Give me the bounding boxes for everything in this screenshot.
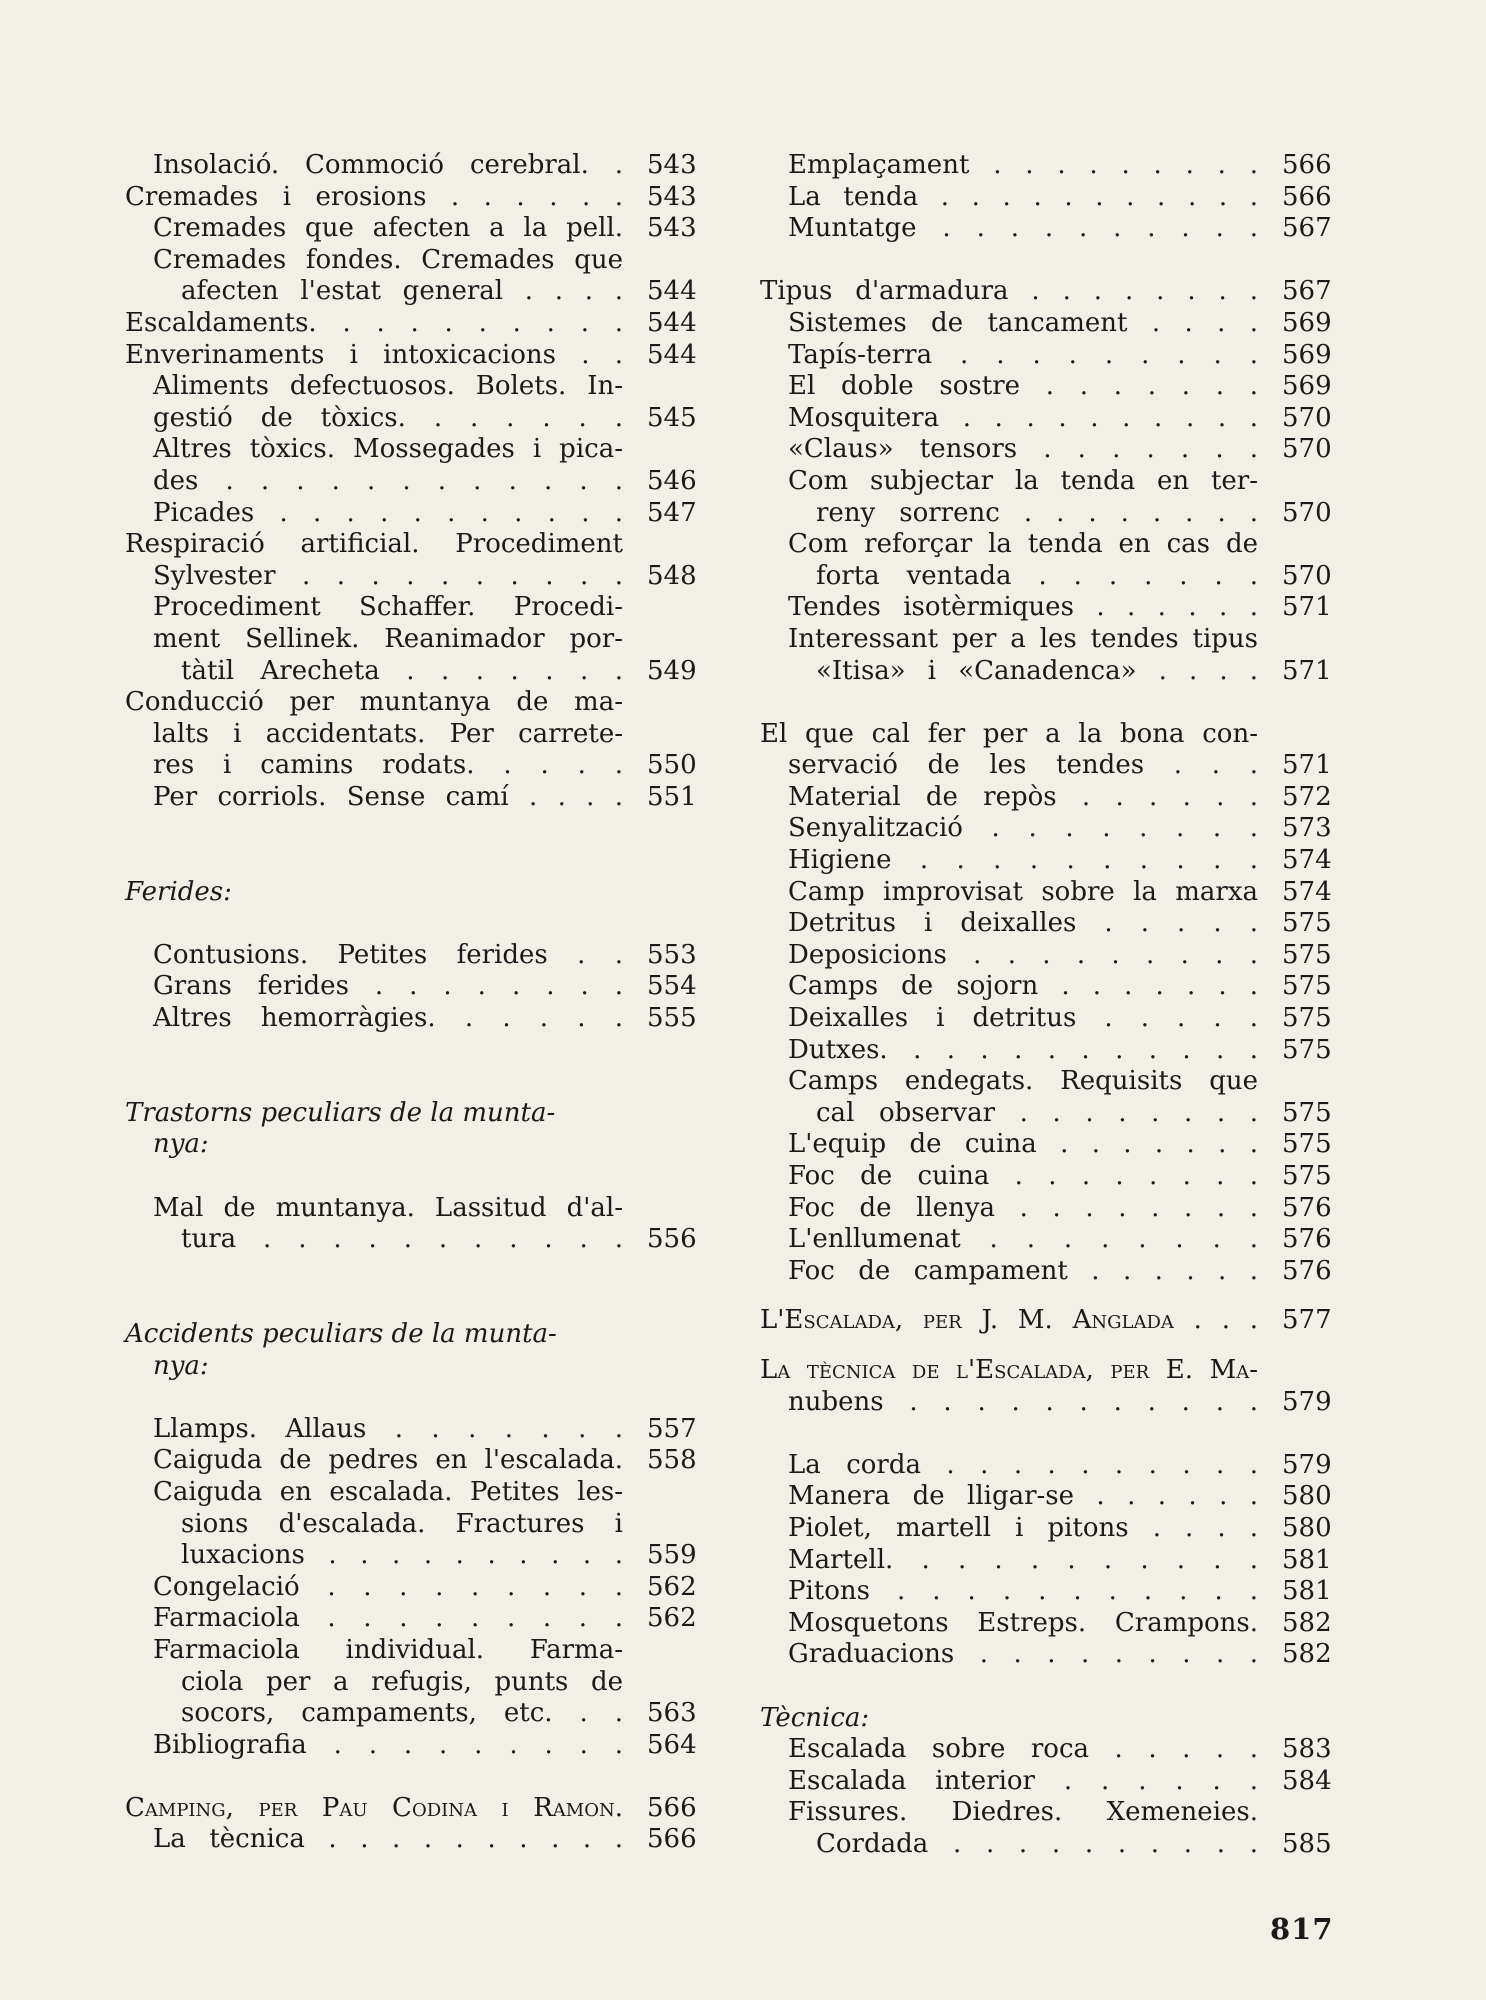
- entry-page-number: 584: [1282, 1765, 1332, 1796]
- entry-page-number: 582: [1282, 1607, 1332, 1638]
- index-entry: [760, 1003, 1332, 1035]
- index-entry: [760, 497, 1332, 530]
- spacer: [125, 1066, 693, 1098]
- entry-page-number: 570: [1282, 497, 1332, 528]
- index-entry: [760, 1576, 1332, 1608]
- index-entry: [760, 655, 1332, 688]
- entry-text: Com subjectar la tenda en ter-: [788, 465, 1258, 496]
- entry-text: Foc de llenya . . . . . . . .: [788, 1192, 1258, 1223]
- entry-text: Tapís-terra . . . . . . . . .: [788, 339, 1258, 370]
- entry-text: nya:: [153, 1350, 209, 1381]
- entry-page-number: 566: [1282, 181, 1332, 212]
- entry-page-number: 569: [1282, 307, 1332, 338]
- entry-page-number: 574: [1282, 845, 1332, 876]
- entry-text: Escaldaments. . . . . . . . . .: [125, 307, 623, 338]
- entry-page-number: 571: [1282, 655, 1332, 686]
- entry-text: ment Sellinek. Reanimador por-: [153, 623, 623, 654]
- entry-page-number: 563: [647, 1698, 697, 1729]
- index-entry-line: [125, 1319, 693, 1351]
- entry-page-number: 543: [647, 181, 697, 212]
- entry-text: Manera de lligar-se . . . . . .: [788, 1481, 1258, 1512]
- index-entry-line: [760, 1703, 1328, 1735]
- index-entry-line: [760, 719, 1328, 751]
- entry-text: luxacions . . . . . . . . . .: [181, 1540, 623, 1571]
- entry-text: Camps endegats. Requisits que: [788, 1066, 1258, 1097]
- entry-text: Higiene . . . . . . . . . .: [788, 845, 1258, 876]
- index-entry-line: [125, 1509, 693, 1541]
- index-entry: [760, 876, 1332, 909]
- entry-text: Mosquitera . . . . . . . . . .: [788, 402, 1258, 433]
- entry-text: Cordada . . . . . . . . . .: [816, 1828, 1258, 1859]
- entry-text: Deixalles i detritus . . . . .: [788, 1003, 1258, 1034]
- index-entry: [760, 750, 1332, 782]
- entry-text: Altres tòxics. Mossegades i pica-: [153, 434, 623, 465]
- index-entry: [760, 1305, 1332, 1337]
- entry-page-number: 544: [647, 339, 697, 370]
- entry-page-number: 554: [647, 971, 697, 1002]
- index-entry: [760, 371, 1332, 403]
- index-entry: [760, 1386, 1332, 1419]
- entry-text: Cremades que afecten a la pell.: [153, 213, 623, 244]
- entry-text: Pitons . . . . . . . . . . .: [788, 1576, 1258, 1607]
- entry-text: Ferides:: [125, 876, 232, 907]
- entry-text: servació de les tendes . . .: [788, 750, 1258, 781]
- entry-text: Escalada interior . . . . . .: [788, 1765, 1258, 1796]
- entry-text: lalts i accidentats. Per carrete-: [153, 718, 623, 749]
- index-entry: [760, 1224, 1332, 1256]
- entry-page-number: 583: [1282, 1734, 1332, 1765]
- index-entry-line: [760, 1355, 1328, 1387]
- spacer: [760, 687, 1328, 719]
- entry-text: «Itisa» i «Canadenca» . . . .: [816, 655, 1258, 686]
- index-entry: [760, 181, 1332, 214]
- entry-page-number: 581: [1282, 1544, 1332, 1575]
- entry-text: Tendes isotèrmiques . . . . . .: [788, 592, 1258, 623]
- entry-page-number: 570: [1282, 560, 1332, 591]
- entry-text: L'Escalada, per J. M. Anglada . . .: [760, 1305, 1258, 1336]
- entry-text: gestió de tòxics. . . . . . .: [153, 402, 623, 433]
- entry-page-number: 567: [1282, 276, 1332, 307]
- spacer: [760, 1287, 1328, 1305]
- entry-text: Material de repòs . . . . . .: [788, 781, 1258, 812]
- entry-page-number: 550: [647, 750, 697, 781]
- entry-text: nya:: [153, 1129, 209, 1160]
- index-entry: [125, 1792, 697, 1825]
- index-entry: [125, 1571, 697, 1604]
- index-entry: [125, 1729, 697, 1762]
- spacer: [125, 1382, 693, 1414]
- entry-text: Sylvester . . . . . . . . . .: [153, 560, 623, 591]
- entry-page-number: 575: [1282, 1097, 1332, 1128]
- entry-page-number: 579: [1282, 1449, 1332, 1480]
- index-entry: [125, 1698, 697, 1730]
- spacer: [760, 245, 1328, 277]
- index-entry-line: [125, 1477, 693, 1509]
- entry-text: Com reforçar la tenda en cas de: [788, 529, 1258, 560]
- entry-text: tura . . . . . . . . . . .: [181, 1224, 623, 1255]
- entry-page-number: 576: [1282, 1224, 1332, 1255]
- entry-page-number: 549: [647, 655, 697, 686]
- entry-page-number: 566: [647, 1824, 697, 1855]
- index-entry: [760, 213, 1332, 245]
- entry-page-number: 569: [1282, 339, 1332, 370]
- entry-text: Grans ferides . . . . . . . .: [153, 971, 623, 1002]
- index-entry: [760, 1097, 1332, 1130]
- entry-text: Farmaciola . . . . . . . . .: [153, 1603, 623, 1634]
- entry-text: Foc de campament . . . . . .: [788, 1255, 1258, 1286]
- entry-page-number: 548: [647, 560, 697, 591]
- entry-text: nubens . . . . . . . . . . .: [788, 1386, 1258, 1417]
- entry-page-number: 543: [647, 150, 697, 180]
- entry-text: La tècnica de l'Escalada, per E. Ma-: [760, 1354, 1258, 1385]
- index-entry: [125, 1224, 697, 1256]
- entry-text: Muntatge . . . . . . . . . .: [788, 213, 1258, 244]
- spacer: [125, 1761, 693, 1793]
- index-entry-line: [125, 1098, 693, 1130]
- entry-page-number: 559: [647, 1540, 697, 1571]
- entry-text: tàtil Arecheta . . . . . . .: [181, 655, 623, 686]
- index-entry-line: [125, 1635, 693, 1667]
- entry-text: El doble sostre . . . . . . .: [788, 371, 1258, 402]
- index-entry: [760, 1161, 1332, 1193]
- entry-text: Dutxes. . . . . . . . . . . .: [788, 1034, 1258, 1065]
- entry-page-number: 572: [1282, 781, 1332, 812]
- entry-text: Cremades i erosions . . . . . .: [125, 181, 623, 212]
- index-entry-line: [760, 1797, 1328, 1829]
- index-entry: [125, 307, 697, 340]
- entry-page-number: 571: [1282, 750, 1332, 781]
- entry-page-number: 544: [647, 307, 697, 338]
- entry-page-number: 580: [1282, 1512, 1332, 1543]
- entry-text: res i camins rodats. . . . .: [153, 750, 623, 781]
- entry-page-number: 556: [647, 1224, 697, 1255]
- entry-text: Fissures. Diedres. Xemeneies.: [788, 1797, 1258, 1828]
- index-entry: [760, 1544, 1332, 1577]
- index-entry: [760, 150, 1332, 182]
- entry-page-number: 571: [1282, 592, 1332, 623]
- index-entry: [760, 908, 1332, 940]
- entry-text: Graduacions . . . . . . . . .: [788, 1639, 1258, 1670]
- entry-page-number: 562: [647, 1571, 697, 1602]
- index-entry: [125, 750, 697, 782]
- entry-text: El que cal fer per a la bona con-: [760, 718, 1258, 749]
- entry-text: Camps de sojorn . . . . . . .: [788, 971, 1258, 1002]
- entry-page-number: 544: [647, 276, 697, 307]
- index-entry: [125, 465, 697, 498]
- entry-text: Martell. . . . . . . . . . .: [788, 1544, 1258, 1575]
- entry-text: socors, campaments, etc. . .: [181, 1698, 623, 1729]
- index-entry-line: [125, 1667, 693, 1699]
- index-entry: [760, 939, 1332, 972]
- entry-page-number: 546: [647, 465, 697, 496]
- entry-text: Conducció per muntanya de ma-: [125, 687, 623, 718]
- entry-page-number: 566: [1282, 150, 1332, 180]
- entry-text: Picades . . . . . . . . . . .: [153, 497, 623, 528]
- entry-page-number: 579: [1282, 1386, 1332, 1417]
- index-entry-line: [125, 1193, 693, 1225]
- index-entry-line: [125, 624, 693, 656]
- entry-text: Interessant per a les tendes tipus: [788, 623, 1258, 654]
- entry-text: Caiguda de pedres en l'escalada.: [153, 1445, 623, 1476]
- index-entry: [760, 339, 1332, 372]
- index-entry-line: [125, 245, 693, 277]
- entry-text: des . . . . . . . . . . . .: [153, 465, 623, 496]
- entry-text: forta ventada . . . . . . .: [816, 560, 1258, 591]
- entry-text: L'enllumenat . . . . . . . .: [788, 1224, 1258, 1255]
- entry-page-number: 580: [1282, 1481, 1332, 1512]
- entry-text: reny sorrenc . . . . . . . .: [816, 497, 1258, 528]
- entry-text: Sistemes de tancament . . . .: [788, 307, 1258, 338]
- entry-text: Camping, per Pau Codina i Ramon.: [125, 1792, 623, 1823]
- index-entry: [760, 1192, 1332, 1225]
- index-entry-line: [760, 529, 1328, 561]
- entry-text: ciola per a refugis, punts de: [181, 1666, 623, 1697]
- entry-text: Emplaçament . . . . . . . . .: [788, 150, 1258, 180]
- index-entry: [125, 1540, 697, 1572]
- index-entry: [760, 1639, 1332, 1671]
- entry-page-number: 574: [1282, 876, 1332, 907]
- entry-text: Caiguda en escalada. Petites les-: [153, 1476, 623, 1507]
- entry-page-number: 575: [1282, 1129, 1332, 1160]
- index-entry: [125, 1824, 697, 1856]
- index-entry-line: [760, 1066, 1328, 1098]
- index-entry: [125, 181, 697, 214]
- index-entry-line: [760, 624, 1328, 656]
- entry-page-number: 573: [1282, 813, 1332, 844]
- index-entry-line: [125, 592, 693, 624]
- index-entry-line: [760, 466, 1328, 498]
- index-entry: [760, 971, 1332, 1003]
- index-entry: [125, 1603, 697, 1635]
- spacer: [125, 1256, 693, 1288]
- entry-page-number: 547: [647, 497, 697, 528]
- entry-page-number: 575: [1282, 971, 1332, 1002]
- entry-page-number: 551: [647, 781, 697, 812]
- index-entry: [760, 276, 1332, 308]
- entry-text: Farmaciola individual. Farma-: [153, 1634, 623, 1665]
- entry-page-number: 564: [647, 1729, 697, 1760]
- index-entry-line: [125, 529, 693, 561]
- index-entry: [125, 655, 697, 688]
- spacer: [125, 1287, 693, 1319]
- right-column: [760, 150, 1332, 1860]
- entry-text: La corda . . . . . . . . . .: [788, 1449, 1258, 1480]
- index-entry: [125, 213, 697, 245]
- left-column: [125, 150, 697, 1856]
- entry-text: «Claus» tensors . . . . . . .: [788, 434, 1258, 465]
- index-entry: [125, 402, 697, 435]
- entry-text: Insolació. Commoció cerebral. .: [153, 150, 623, 180]
- index-entry: [760, 1449, 1332, 1482]
- entry-page-number: 575: [1282, 1034, 1332, 1065]
- entry-page-number: 570: [1282, 402, 1332, 433]
- entry-text: Per corriols. Sense camí . . . .: [153, 781, 623, 812]
- index-entry: [125, 1445, 697, 1477]
- spacer: [125, 1035, 693, 1067]
- entry-text: Mal de muntanya. Lassitud d'al-: [153, 1192, 623, 1223]
- entry-text: Altres hemorràgies. . . . . .: [153, 1003, 623, 1034]
- entry-text: Congelació . . . . . . . . .: [153, 1571, 623, 1602]
- index-entry: [760, 1512, 1332, 1545]
- entry-page-number: 581: [1282, 1576, 1332, 1607]
- index-entry: [125, 276, 697, 308]
- entry-text: Contusions. Petites ferides . .: [153, 939, 623, 970]
- index-entry: [760, 560, 1332, 593]
- entry-text: Respiració artificial. Procediment: [125, 529, 623, 560]
- index-entry: [760, 1129, 1332, 1161]
- entry-text: Enverinaments i intoxicacions . .: [125, 339, 623, 370]
- index-entry: [760, 781, 1332, 814]
- entry-text: Llamps. Allaus . . . . . . .: [153, 1413, 623, 1444]
- index-entry: [760, 434, 1332, 466]
- index-entry: [760, 1734, 1332, 1766]
- entry-page-number: 570: [1282, 434, 1332, 465]
- index-entry-line: [125, 434, 693, 466]
- entry-page-number: 567: [1282, 213, 1332, 244]
- entry-page-number: 558: [647, 1445, 697, 1476]
- index-entry-line: [125, 1351, 693, 1383]
- spacer: [760, 1671, 1328, 1703]
- index-entry: [125, 497, 697, 530]
- index-entry-line: [125, 719, 693, 751]
- entry-page-number: 545: [647, 402, 697, 433]
- spacer: [125, 813, 693, 845]
- spacer: [125, 908, 693, 940]
- index-entry-line: [125, 1129, 693, 1161]
- index-entry: [125, 560, 697, 593]
- index-entry-line: [125, 687, 693, 719]
- entry-text: Escalada sobre roca . . . . .: [788, 1734, 1258, 1765]
- entry-page-number: 577: [1282, 1305, 1332, 1336]
- entry-text: L'equip de cuina . . . . . . .: [788, 1129, 1258, 1160]
- entry-text: Piolet, martell i pitons . . . .: [788, 1512, 1258, 1543]
- entry-page-number: 566: [647, 1792, 697, 1823]
- index-entry: [760, 845, 1332, 877]
- page-number: 817: [1270, 1912, 1334, 1946]
- index-entry: [125, 1413, 697, 1446]
- spacer: [760, 1337, 1328, 1355]
- entry-text: Accidents peculiars de la munta-: [125, 1318, 557, 1349]
- index-entry: [760, 592, 1332, 624]
- index-entry: [125, 1003, 697, 1035]
- entry-text: sions d'escalada. Fractures i: [181, 1508, 623, 1539]
- entry-text: Trastorns peculiars de la munta-: [125, 1097, 556, 1128]
- entry-page-number: 575: [1282, 908, 1332, 939]
- entry-page-number: 553: [647, 939, 697, 970]
- entry-text: Bibliografia . . . . . . . . .: [153, 1729, 623, 1760]
- spacer: [760, 1418, 1328, 1450]
- index-entry: [760, 1607, 1332, 1640]
- index-entry: [125, 150, 697, 182]
- entry-text: Procediment Schaffer. Procedi-: [153, 592, 623, 623]
- index-entry: [760, 402, 1332, 435]
- entry-page-number: 557: [647, 1413, 697, 1444]
- entry-text: Deposicions . . . . . . . . .: [788, 939, 1258, 970]
- entry-page-number: 576: [1282, 1255, 1332, 1286]
- index-entry: [125, 339, 697, 372]
- entry-text: La tècnica . . . . . . . . . .: [153, 1824, 623, 1855]
- index-entry: [760, 307, 1332, 340]
- entry-text: Tipus d'armadura . . . . . . . .: [760, 276, 1258, 307]
- entry-page-number: 585: [1282, 1828, 1332, 1859]
- entry-text: La tenda . . . . . . . . . . .: [788, 181, 1258, 212]
- entry-page-number: 562: [647, 1603, 697, 1634]
- entry-page-number: 575: [1282, 1003, 1332, 1034]
- index-entry-line: [125, 877, 693, 909]
- entry-page-number: 543: [647, 213, 697, 244]
- spacer: [125, 1161, 693, 1193]
- index-entry: [760, 1481, 1332, 1513]
- entry-text: Camp improvisat sobre la marxa: [788, 876, 1258, 907]
- entry-page-number: 575: [1282, 939, 1332, 970]
- spacer: [125, 845, 693, 877]
- entry-page-number: 575: [1282, 1161, 1332, 1191]
- entry-page-number: 555: [647, 1003, 697, 1034]
- index-entry: [760, 1765, 1332, 1798]
- entry-page-number: 569: [1282, 371, 1332, 402]
- entry-text: Mosquetons Estreps. Crampons.: [788, 1607, 1258, 1638]
- index-entry: [760, 813, 1332, 845]
- entry-text: afecten l'estat general . . . .: [181, 276, 623, 307]
- entry-page-number: 582: [1282, 1639, 1332, 1670]
- entry-text: cal observar . . . . . . . .: [816, 1097, 1258, 1128]
- index-entry: [125, 781, 697, 814]
- index-entry-line: [125, 371, 693, 403]
- entry-text: Detritus i deixalles . . . . .: [788, 908, 1258, 939]
- index-entry: [125, 971, 697, 1003]
- entry-page-number: 576: [1282, 1192, 1332, 1223]
- index-entry: [760, 1828, 1332, 1861]
- entry-text: Senyalització . . . . . . . .: [788, 813, 1258, 844]
- entry-text: Tècnica:: [760, 1702, 870, 1733]
- index-entry: [125, 939, 697, 972]
- index-entry: [760, 1255, 1332, 1288]
- entry-text: Cremades fondes. Cremades que: [153, 244, 623, 275]
- entry-text: Aliments defectuosos. Bolets. In-: [153, 371, 623, 402]
- entry-text: Foc de cuina . . . . . . . .: [788, 1161, 1258, 1191]
- index-entry: [760, 1034, 1332, 1067]
